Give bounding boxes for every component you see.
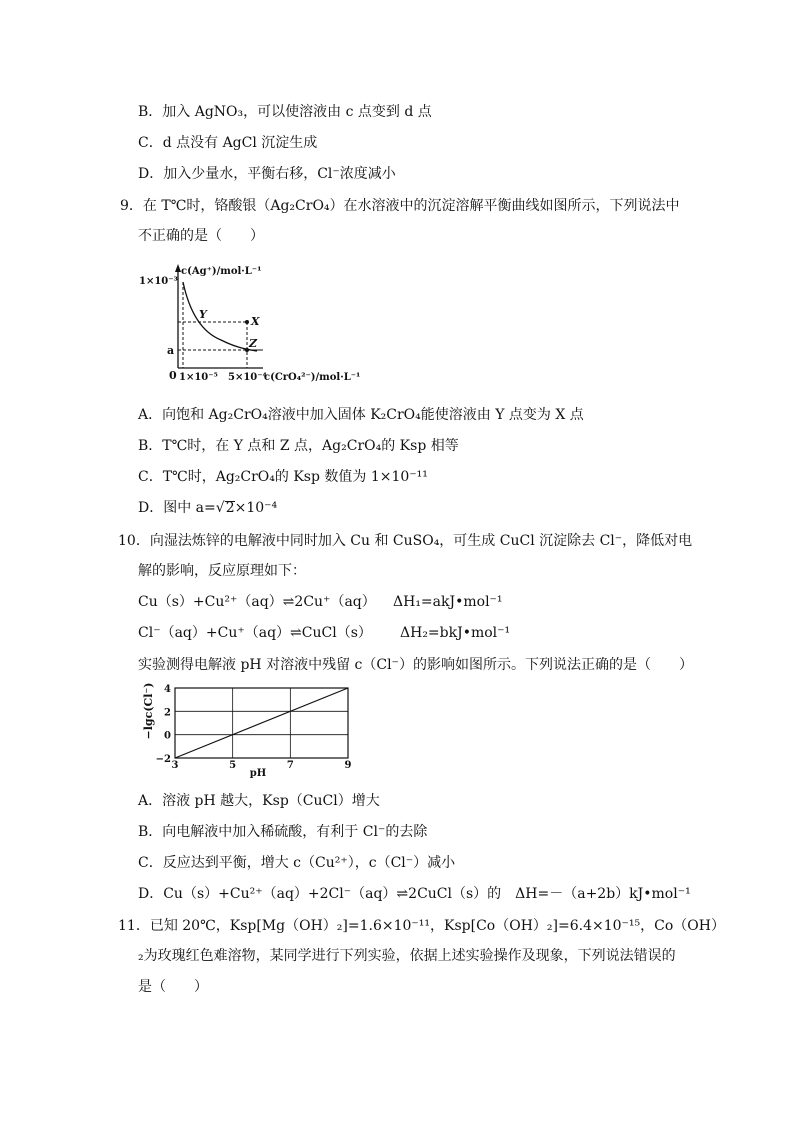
q10-equation-1: Cu（s）+Cu²⁺（aq）⇌2Cu⁺（aq） — [138, 594, 376, 610]
q10-stem-line2: 解的影响，反应原理如下： — [138, 563, 306, 579]
q9-option-c: C．T℃时，Ag₂CrO₄的 Ksp 数值为 1×10⁻¹¹ — [138, 469, 428, 485]
q9-fig-point-x: X — [251, 315, 260, 328]
q9-fig-xtick1: 1×10⁻⁵ — [179, 372, 218, 383]
chart-ylabel: −lgc(Cl⁻) — [142, 682, 155, 740]
q11-stem-line1: 11．已知 20℃，Ksp[Mg（OH）₂]=1.6×10⁻¹¹，Ksp[Co（OH）₂]=6.4×10⁻¹⁵，Co（OH） — [118, 918, 725, 934]
q8-option-b: B．加入 AgNO₃，可以使溶液由 c 点变到 d 点 — [138, 104, 432, 120]
q10-enthalpy-2: ΔH₂=bkJ•mol⁻¹ — [400, 625, 511, 641]
q9-fig-xtick2: 5×10⁻⁴ — [228, 372, 267, 383]
q10-enthalpy-1: ΔH₁=akJ•mol⁻¹ — [393, 594, 503, 610]
q10-stem-line3: 实验测得电解液 pH 对溶液中残留 c（Cl⁻）的影响如图所示。下列说法正确的是（ ） — [138, 657, 693, 673]
chart-ytick-label: 2 — [164, 707, 171, 719]
q8-option-d: D．加入少量水，平衡右移，Cl⁻浓度减小 — [138, 166, 396, 182]
q10-option-b: B．向电解液中加入稀硫酸，有利于 Cl⁻的去除 — [138, 824, 428, 840]
chart-xtick-label: 5 — [229, 760, 237, 771]
q10-ph-chart — [140, 680, 365, 780]
q9-option-d — [138, 499, 277, 517]
q9-fig-xlabel: c(CrO₄²⁻)/mol·L⁻¹ — [264, 372, 361, 383]
chart-ytick-label: 4 — [164, 684, 171, 695]
q10-stem-line1: 10．向湿法炼锌的电解液中同时加入 Cu 和 CuSO₄，可生成 CuCl 沉淀除去 Cl⁻，降低对电 — [118, 533, 693, 549]
q9-option-b: B．T℃时，在 Y 点和 Z 点，Ag₂CrO₄的 Ksp 相等 — [138, 438, 459, 454]
q11-stem-line2: ₂为玫瑰红色难溶物，某同学进行下列实验，依据上述实验操作及现象，下列说法错误的 — [138, 948, 676, 964]
q9-stem-line2: 不正确的是（ ） — [138, 228, 264, 244]
q9-option-d-radicand: 2 — [225, 500, 235, 516]
q9-fig-ytick-a: a — [167, 344, 175, 357]
q9-option-d-suffix: ×10⁻⁴ — [234, 500, 278, 516]
chart-xtick-label: 9 — [344, 760, 352, 771]
chart-xtick-label: 3 — [171, 760, 179, 771]
chart-xlabel: pH — [249, 768, 267, 779]
q9-stem-line1: 9．在 T℃时，铬酸银（Ag₂CrO₄）在水溶液中的沉淀溶解平衡曲线如图所示，下列说法中 — [120, 198, 680, 214]
q10-option-c: C．反应达到平衡，增大 c（Cu²⁺），c（Cl⁻）减小 — [138, 855, 456, 871]
q9-solubility-curve-figure — [135, 260, 365, 386]
chart-ytick-label: −2 — [155, 754, 171, 765]
q10-option-a: A．溶液 pH 越大，Ksp（CuCl）增大 — [138, 793, 380, 809]
q8-option-c: C．d 点没有 AgCl 沉淀生成 — [138, 135, 318, 151]
q9-fig-ylabel: c(Ag⁺)/mol·L⁻¹ — [181, 266, 262, 277]
q9-fig-point-z: Z — [249, 337, 258, 350]
q10-option-d: D．Cu（s）+Cu²⁺（aq）+2Cl⁻（aq）⇌2CuCl（s）的 ΔH=－（a+2b）kJ•mol⁻¹ — [138, 886, 691, 902]
q10-equation-2: Cl⁻（aq）+Cu⁺（aq）⇌CuCl（s） — [138, 625, 372, 641]
sqrt-icon: √ — [215, 500, 225, 516]
q9-option-a: A．向饱和 Ag₂CrO₄溶液中加入固体 K₂CrO₄能使溶液由 Y 点变为 X 点 — [138, 407, 584, 423]
q9-fig-origin: 0 — [169, 369, 177, 382]
q9-option-d-prefix: D．图中 a= — [138, 500, 216, 516]
q9-fig-ytick-top: 1×10⁻³ — [139, 276, 178, 287]
q11-stem-line3: 是（ ） — [138, 979, 208, 995]
q9-fig-point-y: Y — [199, 308, 207, 321]
chart-xtick-label: 7 — [286, 760, 294, 771]
chart-ytick-label: 0 — [164, 730, 171, 742]
chart-series-line — [175, 688, 348, 758]
